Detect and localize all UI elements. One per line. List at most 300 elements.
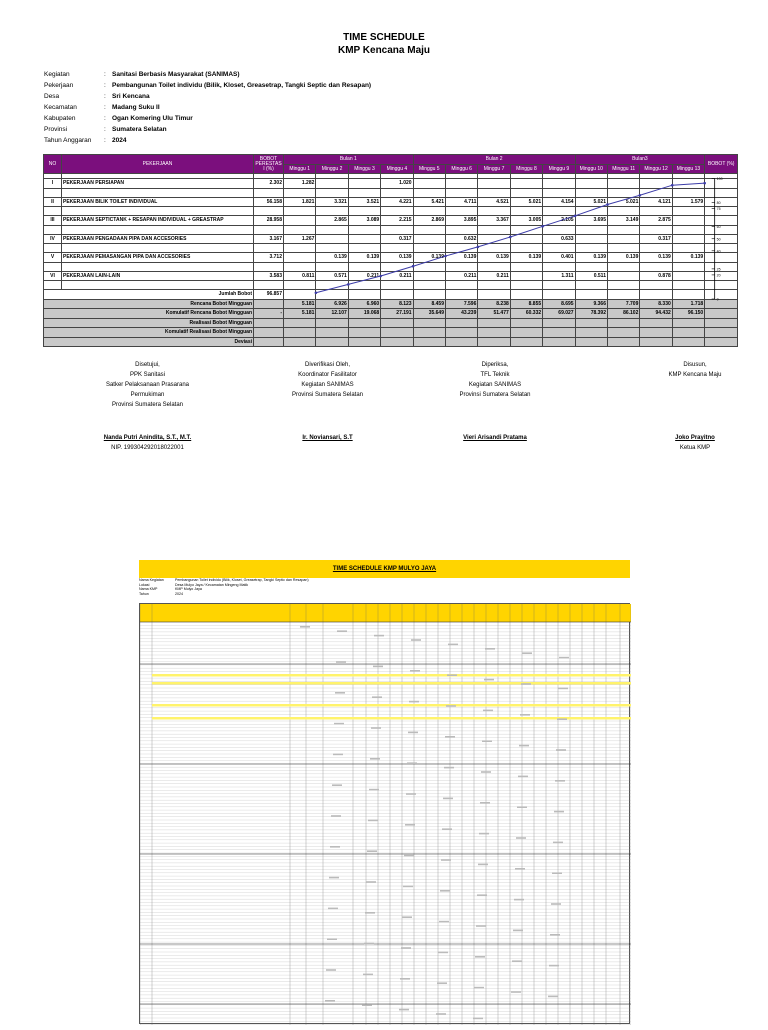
empty-cell	[413, 290, 445, 300]
mini-value-mark	[481, 771, 491, 773]
summary-week-value	[316, 318, 348, 328]
week-value	[510, 234, 542, 244]
mini-value-mark	[327, 938, 337, 940]
row-no: II	[44, 197, 62, 207]
week-value	[478, 234, 510, 244]
week-value	[672, 216, 704, 226]
mini-value-mark	[365, 912, 375, 914]
mini-value-mark	[399, 1009, 409, 1011]
week-value: 1.821	[284, 197, 316, 207]
week-value: 0.317	[381, 234, 413, 244]
info-label: Kegiatan	[44, 71, 70, 78]
mini-value-mark	[512, 960, 522, 962]
summary-week-value	[672, 318, 704, 328]
jumlah-value: 96.857	[254, 290, 284, 300]
summary-week-value	[478, 318, 510, 328]
summary-week-value: 9.366	[575, 299, 607, 309]
summary-week-value: 19.068	[348, 309, 380, 319]
mini-value-mark	[334, 723, 344, 725]
summary-week-value	[284, 318, 316, 328]
summary-bobot	[254, 299, 284, 309]
summary-week-value	[575, 337, 607, 347]
mini-value-mark	[474, 987, 484, 989]
week-header: Minggu 12	[640, 164, 672, 174]
info-label: Kecamatan	[44, 104, 77, 111]
info-row	[44, 70, 240, 79]
week-header: Minggu 8	[510, 164, 542, 174]
summary-week-value: 96.150	[672, 309, 704, 319]
scale-label: 80	[716, 201, 721, 206]
mini-value-mark	[404, 855, 414, 857]
week-value: 0.211	[381, 271, 413, 281]
week-value: 0.632	[445, 234, 477, 244]
mini-value-mark	[407, 762, 417, 764]
summary-empty	[705, 337, 738, 347]
week-value: 0.401	[543, 253, 575, 263]
mini-schedule-thumbnail	[139, 603, 630, 1024]
week-value	[316, 179, 348, 189]
row-no: IV	[44, 234, 62, 244]
info-value: Sri Kencana	[112, 93, 150, 100]
summary-week-value	[381, 337, 413, 347]
summary-week-value: 5.181	[284, 309, 316, 319]
summary-week-value	[348, 328, 380, 338]
mini-info-value: KMP Mulyo Jaya	[175, 587, 202, 591]
summary-week-value	[445, 328, 477, 338]
sig-line: Diverifikasi Oleh,	[304, 362, 350, 368]
week-header: Minggu 4	[381, 164, 413, 174]
week-value: 0.511	[575, 271, 607, 281]
row-bobot: 3.167	[254, 234, 284, 244]
scale-label: 100	[716, 177, 723, 181]
summary-row	[44, 328, 738, 338]
empty-cell	[348, 290, 380, 300]
summary-week-value	[510, 318, 542, 328]
info-label: Kabupaten	[44, 115, 76, 122]
sig-line: Kegiatan SANIMAS	[301, 382, 354, 388]
mini-value-mark	[511, 991, 521, 993]
scale-cell	[705, 253, 738, 263]
summary-week-value	[413, 318, 445, 328]
empty-cell	[640, 290, 672, 300]
mini-value-mark	[518, 776, 528, 778]
week-value: 1.579	[672, 197, 704, 207]
summary-week-value: 8.123	[381, 299, 413, 309]
week-value: 1.020	[381, 179, 413, 189]
week-value: 0.811	[284, 271, 316, 281]
info-colon: :	[104, 137, 106, 144]
table-row	[44, 216, 738, 226]
week-header: Minggu 6	[445, 164, 477, 174]
mini-value-mark	[514, 899, 524, 901]
sig-line: Diperiksa,	[481, 362, 509, 368]
info-value: Madang Suku II	[112, 104, 160, 111]
mini-value-mark	[411, 639, 421, 641]
row-name: PEKERJAAN PERSIAPAN	[62, 179, 254, 189]
mini-value-mark	[548, 996, 558, 998]
scale-label: 75	[716, 207, 721, 212]
info-row	[44, 136, 126, 145]
week-header: Minggu 13	[672, 164, 704, 174]
mini-value-mark	[558, 688, 568, 690]
summary-week-value	[543, 328, 575, 338]
summary-week-value: 6.926	[316, 299, 348, 309]
table-row	[44, 271, 738, 281]
scale-label: 40	[716, 249, 721, 254]
sig-line: Disusun,	[683, 362, 707, 368]
week-value: 0.139	[381, 253, 413, 263]
summary-row	[44, 309, 738, 319]
week-header: Minggu 7	[478, 164, 510, 174]
mini-value-mark	[551, 903, 561, 905]
mini-value-mark	[369, 789, 379, 791]
week-value: 3.321	[316, 197, 348, 207]
mini-info-value: Desa Mulyo Jaya / Kecamatan Mingeng Matik	[175, 582, 249, 587]
week-value	[284, 216, 316, 226]
signer-name: Ir. Noviansari, S.T	[302, 435, 353, 441]
week-value: 0.317	[640, 234, 672, 244]
scale-label: 50	[716, 237, 721, 242]
week-header: Minggu 2	[316, 164, 348, 174]
mini-value-mark	[408, 732, 418, 734]
empty-cell	[705, 290, 738, 300]
week-value	[510, 179, 542, 189]
week-value: 2.875	[640, 216, 672, 226]
jumlah-label: Jumlah Bobot	[44, 290, 254, 300]
signature	[90, 360, 205, 451]
empty-cell	[510, 290, 542, 300]
week-value: 4.711	[445, 197, 477, 207]
mini-value-mark	[406, 793, 416, 795]
week-value	[575, 234, 607, 244]
mini-value-mark	[402, 916, 412, 918]
summary-week-value: 8.695	[543, 299, 575, 309]
week-value: 1.282	[284, 179, 316, 189]
mini-value-mark	[373, 666, 383, 668]
signer-name: Nanda Putri Anindita, S.T., M.T.	[103, 435, 192, 441]
week-value: 1.267	[284, 234, 316, 244]
mini-value-mark	[550, 934, 560, 936]
month-1: Bulan 1	[284, 155, 414, 165]
summary-row	[44, 337, 738, 347]
summary-week-value: 7.709	[607, 299, 639, 309]
mini-info-row	[139, 592, 183, 596]
mini-value-mark	[329, 877, 339, 879]
week-value: 5.021	[575, 197, 607, 207]
week-value	[510, 271, 542, 281]
sig-line: Provinsi Sumatera Selatan	[459, 392, 531, 398]
mini-value-mark	[485, 648, 495, 650]
signature	[640, 360, 750, 451]
week-header: Minggu 3	[348, 164, 380, 174]
week-value: 3.521	[348, 197, 380, 207]
summary-week-value: 8.330	[640, 299, 672, 309]
time-schedule-table	[43, 154, 738, 347]
page-title: TIME SCHEDULE	[343, 32, 425, 43]
table-row	[44, 253, 738, 263]
week-value: 0.139	[348, 253, 380, 263]
summary-week-value: 8.459	[413, 299, 445, 309]
mini-value-mark	[438, 952, 448, 954]
week-value: 5.021	[607, 197, 639, 207]
mini-info-label: Nama KMP	[139, 587, 158, 591]
sig-line: Disetujui,	[135, 362, 160, 368]
month-2: Bulan 2	[413, 155, 575, 165]
summary-week-value: 5.181	[284, 299, 316, 309]
mini-value-mark	[436, 1013, 446, 1015]
summary-week-value: 69.027	[543, 309, 575, 319]
summary-week-value	[672, 328, 704, 338]
summary-week-value	[478, 328, 510, 338]
summary-week-value: 51.477	[478, 309, 510, 319]
summary-week-value	[607, 337, 639, 347]
info-colon: :	[104, 82, 106, 89]
summary-empty	[705, 328, 738, 338]
empty-cell	[575, 290, 607, 300]
mini-value-mark	[442, 828, 452, 830]
mini-value-mark	[553, 842, 563, 844]
week-header: Minggu 9	[543, 164, 575, 174]
mini-value-mark	[478, 864, 488, 866]
week-header: Minggu 11	[607, 164, 639, 174]
summary-week-value	[445, 318, 477, 328]
summary-bobot	[254, 337, 284, 347]
row-no: III	[44, 216, 62, 226]
mini-value-mark	[475, 956, 485, 958]
month-3: Bulan3	[575, 155, 705, 165]
week-value: 0.139	[640, 253, 672, 263]
week-value: 2.869	[413, 216, 445, 226]
week-value: 3.895	[445, 216, 477, 226]
mini-value-mark	[374, 635, 384, 637]
mini-value-mark	[559, 657, 569, 659]
mini-value-mark	[520, 714, 530, 716]
empty-cell	[284, 290, 316, 300]
mini-value-mark	[332, 784, 342, 786]
week-header: Minggu 5	[413, 164, 445, 174]
info-row	[44, 92, 150, 101]
mini-value-mark	[515, 868, 525, 870]
info-row	[44, 103, 160, 112]
mini-value-mark	[333, 754, 343, 756]
summary-week-value	[640, 328, 672, 338]
summary-week-value: 43.239	[445, 309, 477, 319]
mini-value-mark	[364, 943, 374, 945]
info-value: Sumatera Selatan	[112, 126, 167, 133]
summary-empty	[705, 318, 738, 328]
summary-week-value	[575, 328, 607, 338]
week-value: 3.005	[510, 216, 542, 226]
scale-cell	[705, 271, 738, 281]
summary-week-value	[348, 337, 380, 347]
week-value	[413, 234, 445, 244]
week-value	[413, 179, 445, 189]
mini-value-mark	[522, 652, 532, 654]
mini-value-mark	[477, 894, 487, 896]
mini-value-mark	[330, 846, 340, 848]
mini-value-mark	[484, 679, 494, 681]
info-colon: :	[104, 71, 106, 78]
mini-value-mark	[555, 780, 565, 782]
mini-value-mark	[331, 815, 341, 817]
week-value: 3.367	[478, 216, 510, 226]
mini-value-mark	[446, 705, 456, 707]
info-row	[44, 114, 193, 123]
week-value: 4.121	[640, 197, 672, 207]
signer-sub: NIP. 199304292018022001	[111, 445, 184, 451]
table-row	[44, 179, 738, 189]
mini-value-mark	[367, 850, 377, 852]
empty-cell	[672, 290, 704, 300]
week-value: 0.211	[445, 271, 477, 281]
info-label: Desa	[44, 93, 60, 100]
col-no: NO	[44, 155, 62, 174]
mini-value-mark	[363, 974, 373, 976]
week-value	[348, 179, 380, 189]
mini-value-mark	[517, 806, 527, 808]
scale-cell	[705, 197, 738, 207]
mini-title: TIME SCHEDULE KMP MULYO JAYA	[139, 560, 630, 578]
row-bobot: 28.958	[254, 216, 284, 226]
mini-value-mark	[521, 683, 531, 685]
mini-info-label: Nama Kegiatan	[139, 578, 164, 582]
week-value: 3.695	[575, 216, 607, 226]
mini-value-mark	[513, 930, 523, 932]
scale-label: 20	[716, 273, 721, 278]
summary-week-value	[575, 318, 607, 328]
mini-highlight-row	[152, 704, 631, 707]
mini-value-mark	[403, 886, 413, 888]
signature	[270, 360, 385, 441]
info-value: 2024	[112, 137, 127, 144]
summary-week-value	[640, 337, 672, 347]
summary-week-value	[607, 318, 639, 328]
week-value: 0.211	[348, 271, 380, 281]
week-header: Minggu 10	[575, 164, 607, 174]
mini-value-mark	[444, 767, 454, 769]
summary-bobot	[254, 328, 284, 338]
week-value: 4.221	[381, 197, 413, 207]
week-value: 5.021	[510, 197, 542, 207]
mini-value-mark	[370, 758, 380, 760]
week-value: 0.139	[575, 253, 607, 263]
info-label: Tahun Anggaran	[44, 137, 92, 144]
week-value: 0.139	[672, 253, 704, 263]
row-name: PEKERJAAN BILIK TOILET INDIVIDUAL	[62, 197, 254, 207]
mini-value-mark	[337, 630, 347, 632]
mini-value-mark	[557, 718, 567, 720]
summary-week-value: 35.649	[413, 309, 445, 319]
summary-week-value	[413, 337, 445, 347]
col-bobot-right: BOBOT (%)	[705, 155, 738, 174]
week-value: 3.149	[607, 216, 639, 226]
summary-week-value	[607, 328, 639, 338]
week-value	[640, 179, 672, 189]
mini-value-mark	[372, 696, 382, 698]
week-value	[348, 234, 380, 244]
week-value: 1.311	[543, 271, 575, 281]
week-value: 2.105	[543, 216, 575, 226]
mini-value-mark	[328, 908, 338, 910]
mini-info-value: Pembangunan Toilet individu (Bilik, Kloset, Greasetrap, Tangki Septic dan Resapan)	[175, 578, 309, 582]
info-colon: :	[104, 115, 106, 122]
mini-value-mark	[516, 837, 526, 839]
week-value: 0.878	[640, 271, 672, 281]
summary-label: Komulatif Realisasi Bobot Mingguan	[44, 328, 254, 338]
week-value: 0.139	[445, 253, 477, 263]
mini-highlight-row	[152, 674, 631, 677]
mini-value-mark	[479, 833, 489, 835]
mini-value-mark	[554, 811, 564, 813]
mini-value-mark	[519, 745, 529, 747]
info-label: Pekerjaan	[44, 82, 74, 89]
info-label: Provinsi	[44, 126, 68, 133]
week-header: Minggu 1	[284, 164, 316, 174]
row-no: I	[44, 179, 62, 189]
mini-value-mark	[443, 798, 453, 800]
row-name: PEKERJAAN SEPTICTANK + RESAPAN INDIVIDUAL + GREASTRAP	[62, 216, 254, 226]
sig-line: Koordinator Fasilitator	[298, 372, 357, 378]
summary-week-value	[543, 318, 575, 328]
summary-week-value	[510, 337, 542, 347]
summary-week-value	[381, 318, 413, 328]
week-value	[607, 179, 639, 189]
sig-line: Kegiatan SANIMAS	[468, 382, 522, 388]
mini-value-mark	[368, 820, 378, 822]
summary-week-value	[640, 318, 672, 328]
summary-label: Rencana Bobot Mingguan	[44, 299, 254, 309]
summary-week-value: 12.107	[316, 309, 348, 319]
mini-value-mark	[549, 965, 559, 967]
table-row	[44, 234, 738, 244]
summary-week-value	[445, 337, 477, 347]
empty-cell	[607, 290, 639, 300]
summary-bobot	[254, 318, 284, 328]
scale-cell	[705, 179, 738, 189]
signer-name: Vieri Arisandi Pratama	[463, 435, 527, 441]
mini-value-mark	[437, 982, 447, 984]
summary-bobot: -	[254, 309, 284, 319]
week-value	[543, 179, 575, 189]
mini-schedule-lines	[140, 604, 631, 1025]
summary-row	[44, 318, 738, 328]
mini-value-mark	[440, 890, 450, 892]
mini-value-mark	[401, 947, 411, 949]
summary-week-value	[510, 328, 542, 338]
mini-value-mark	[439, 921, 449, 923]
mini-value-mark	[552, 872, 562, 874]
week-value	[445, 179, 477, 189]
mini-value-mark	[482, 740, 492, 742]
summary-week-value: 94.432	[640, 309, 672, 319]
summary-week-value: 6.960	[348, 299, 380, 309]
mini-value-mark	[366, 881, 376, 883]
mini-header-band	[140, 604, 631, 622]
info-row	[44, 81, 371, 90]
week-value: 5.421	[413, 197, 445, 207]
week-value: 2.215	[381, 216, 413, 226]
week-value	[672, 271, 704, 281]
summary-week-value	[284, 337, 316, 347]
sig-line: PPK Sanitasi	[129, 372, 166, 378]
summary-week-value	[672, 337, 704, 347]
summary-week-value	[413, 328, 445, 338]
summary-week-value	[316, 328, 348, 338]
summary-week-value	[284, 328, 316, 338]
summary-week-value	[316, 337, 348, 347]
sig-line: Provinsi Sumatera Selatan	[291, 392, 364, 398]
sig-line: KMP Kencana Maju	[668, 372, 722, 378]
